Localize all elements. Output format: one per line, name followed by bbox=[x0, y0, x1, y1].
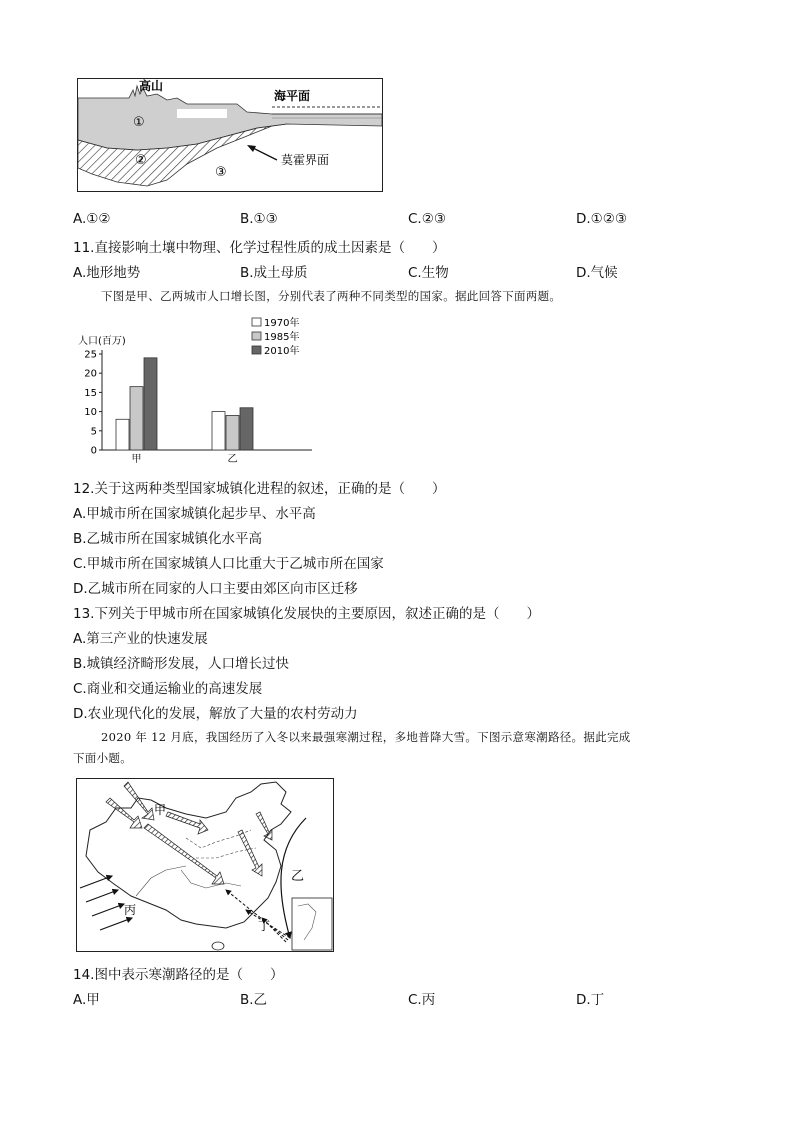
bar-甲-1970年 bbox=[116, 419, 129, 450]
q12-option-c[interactable]: C.甲城市所在国家城镇人口比重大于乙城市所在国家 bbox=[73, 556, 384, 572]
moho-label: 莫霍界面 bbox=[281, 153, 330, 167]
layer-3-label: ③ bbox=[215, 165, 227, 180]
q11-option-c[interactable]: C.生物 bbox=[408, 265, 449, 281]
layer-1-label: ① bbox=[133, 115, 145, 130]
x-category-label: 乙 bbox=[227, 454, 238, 464]
bar-乙-1985年 bbox=[226, 415, 239, 450]
x-category-label: 甲 bbox=[131, 454, 142, 464]
legend-label: 2010年 bbox=[264, 346, 300, 357]
bar-乙-2010年 bbox=[240, 408, 253, 450]
map-label-jia: 甲 bbox=[154, 803, 167, 817]
q10-option-b[interactable]: B.①③ bbox=[240, 211, 278, 227]
q13-option-c[interactable]: C.商业和交通运输业的高速发展 bbox=[73, 681, 263, 697]
intro-population-chart: 下图是甲、乙两城市人口增长图，分别代表了两种不同类型的国家。据此回答下面两题。 bbox=[101, 289, 562, 303]
y-tick-label: 20 bbox=[84, 368, 97, 380]
q12-option-b[interactable]: B.乙城市所在国家城镇化水平高 bbox=[73, 531, 263, 547]
q14-option-a[interactable]: A.甲 bbox=[73, 992, 100, 1008]
map-label-bing: 丙 bbox=[124, 903, 137, 917]
q14-option-d[interactable]: D.丁 bbox=[576, 992, 605, 1008]
q12-stem: 12.关于这两种类型国家城镇化进程的叙述，正确的是（ ） bbox=[73, 481, 446, 497]
q11-option-b[interactable]: B.成土母质 bbox=[240, 265, 308, 281]
q10-option-c[interactable]: C.②③ bbox=[408, 211, 446, 227]
bar-甲-2010年 bbox=[144, 358, 157, 450]
q13-option-a[interactable]: A.第三产业的快速发展 bbox=[73, 631, 208, 647]
q11-stem: 11.直接影响土壤中物理、化学过程性质的成土因素是（ ） bbox=[73, 240, 446, 256]
crust-profile-diagram bbox=[77, 78, 383, 192]
legend-swatch bbox=[252, 332, 261, 340]
legend-swatch bbox=[252, 346, 261, 354]
q11-option-a[interactable]: A.地形地势 bbox=[73, 265, 141, 281]
y-tick-label: 10 bbox=[84, 407, 97, 419]
q12-option-a[interactable]: A.甲城市所在国家城镇化起步早、水平高 bbox=[73, 506, 316, 522]
q13-option-b[interactable]: B.城镇经济畸形发展，人口增长过快 bbox=[73, 656, 290, 672]
q13-option-d[interactable]: D.农业现代化的发展，解放了大量的农村劳动力 bbox=[73, 706, 358, 722]
q10-option-a[interactable]: A.①② bbox=[73, 211, 111, 227]
y-tick-label: 5 bbox=[90, 426, 97, 438]
population-bar-chart bbox=[76, 314, 316, 464]
map-label-ding: 丁 bbox=[258, 919, 271, 933]
map-label-yi: 乙 bbox=[291, 869, 305, 884]
intro-cold-wave-line2: 下面小题。 bbox=[73, 751, 132, 765]
q14-stem: 14.图中表示寒潮路径的是（ ） bbox=[73, 967, 284, 983]
y-tick-label: 15 bbox=[84, 387, 97, 399]
y-tick-label: 25 bbox=[84, 349, 97, 361]
q14-option-b[interactable]: B.乙 bbox=[240, 992, 268, 1008]
q11-option-d[interactable]: D.气候 bbox=[576, 265, 618, 281]
mountain-label-bg bbox=[177, 109, 227, 118]
cold-wave-map bbox=[76, 778, 334, 952]
legend-label: 1985年 bbox=[264, 332, 300, 343]
bar-乙-1970年 bbox=[212, 412, 225, 450]
sea-level-label: 海平面 bbox=[274, 89, 311, 103]
intro-cold-wave-line1: 2020 年 12 月底，我国经历了入冬以来最强寒潮过程，多地普降大雪。下图示意寒潮路径。据此完成 bbox=[101, 730, 631, 744]
y-tick-label: 0 bbox=[90, 445, 97, 457]
q10-option-d[interactable]: D.①②③ bbox=[576, 211, 627, 227]
legend-label: 1970年 bbox=[264, 318, 300, 329]
mountain-label: 高山 bbox=[139, 79, 164, 93]
bar-甲-1985年 bbox=[130, 387, 143, 450]
q12-option-d[interactable]: D.乙城市所在同家的人口主要由郊区向市区迁移 bbox=[73, 581, 358, 597]
layer-2-label: ② bbox=[135, 153, 147, 168]
q14-option-c[interactable]: C.丙 bbox=[408, 992, 436, 1008]
q13-stem: 13.下列关于甲城市所在国家城镇化发展快的主要原因，叙述正确的是（ ） bbox=[73, 606, 540, 622]
legend-swatch bbox=[252, 318, 261, 326]
y-axis-label: 人口(百万) bbox=[78, 336, 126, 347]
